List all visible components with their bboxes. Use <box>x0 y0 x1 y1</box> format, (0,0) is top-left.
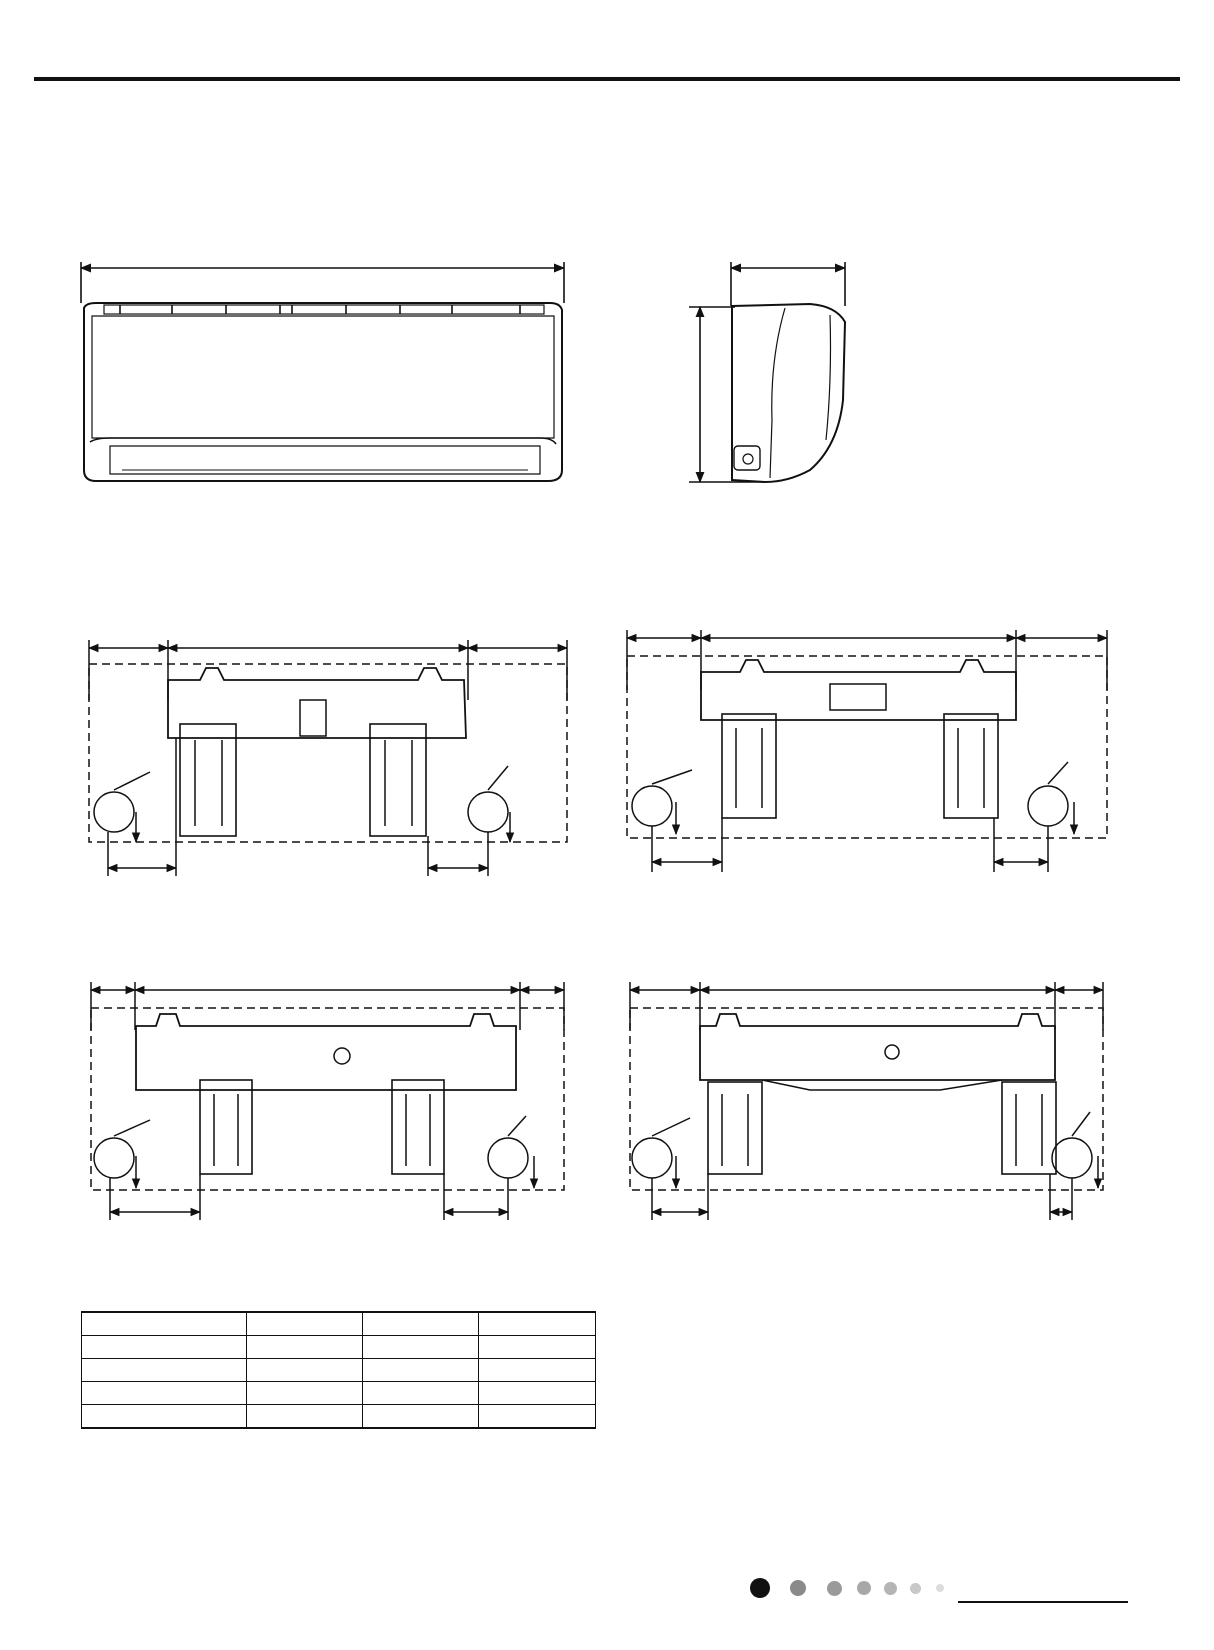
page-dot-active <box>750 1578 770 1598</box>
table-row <box>82 1359 596 1382</box>
table-row <box>82 1336 596 1359</box>
table-cell <box>479 1382 596 1405</box>
dimension-table <box>81 1311 596 1429</box>
table-row <box>82 1382 596 1405</box>
table-cell <box>82 1336 247 1359</box>
indoor-unit-side-view <box>689 262 845 482</box>
page-dot <box>936 1584 944 1592</box>
table-cell <box>247 1336 363 1359</box>
table-cell <box>82 1382 247 1405</box>
mounting-plate-c <box>91 982 564 1220</box>
table-cell <box>247 1312 363 1336</box>
table-cell <box>363 1382 479 1405</box>
table-cell <box>479 1312 596 1336</box>
table-cell <box>247 1359 363 1382</box>
mounting-plate-a <box>89 640 567 876</box>
table-row <box>82 1405 596 1429</box>
table-cell <box>479 1336 596 1359</box>
table-cell <box>479 1359 596 1382</box>
table-cell <box>363 1312 479 1336</box>
table-cell <box>82 1312 247 1336</box>
table-cell <box>363 1359 479 1382</box>
table-cell <box>247 1382 363 1405</box>
page-dot <box>827 1581 842 1596</box>
table-cell <box>82 1359 247 1382</box>
dimension-table-body <box>82 1312 596 1428</box>
table-row <box>82 1312 596 1336</box>
page-dot <box>857 1581 871 1595</box>
table-cell <box>363 1405 479 1429</box>
page-dot <box>884 1582 897 1595</box>
footer-rule <box>958 1601 1128 1603</box>
table-cell <box>82 1405 247 1429</box>
table-cell <box>479 1405 596 1429</box>
mounting-plate-b <box>627 630 1107 872</box>
table-cell <box>363 1336 479 1359</box>
page-dot <box>910 1583 921 1594</box>
mounting-plate-d <box>630 982 1103 1220</box>
table-cell <box>247 1405 363 1429</box>
indoor-unit-front-view <box>81 262 564 481</box>
page-dot <box>790 1580 806 1596</box>
